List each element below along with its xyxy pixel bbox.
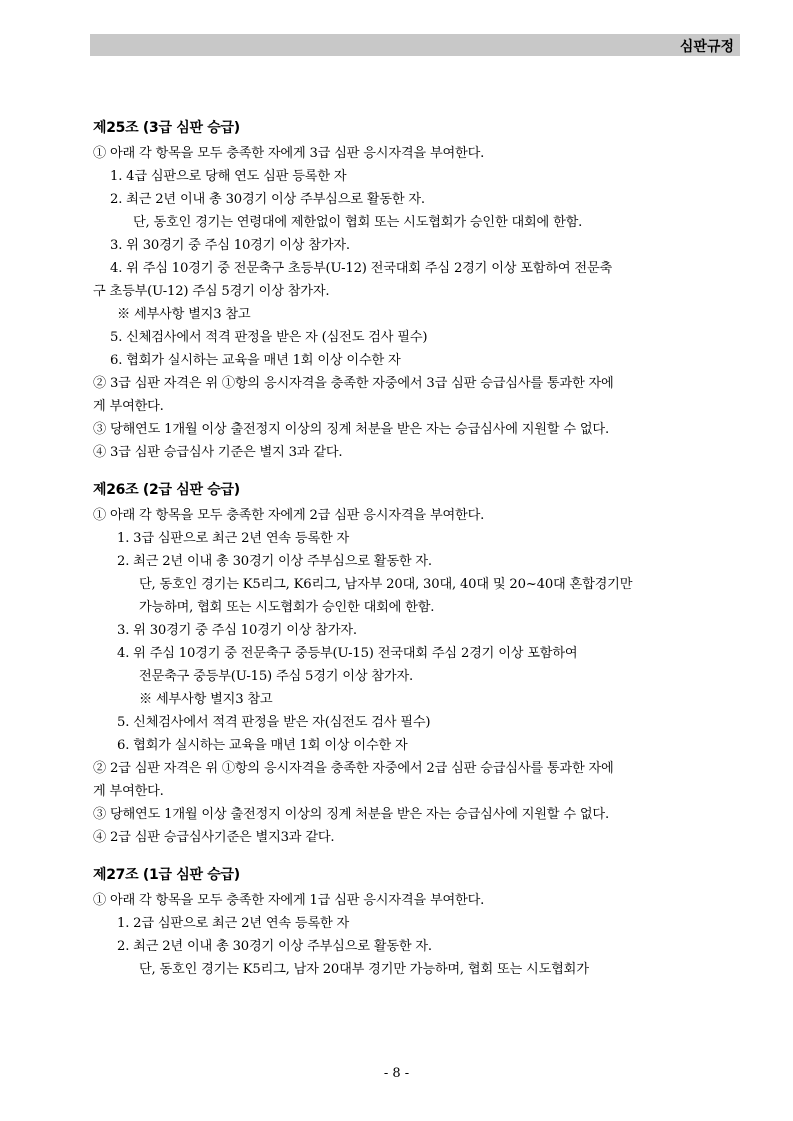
article-26 [93, 478, 743, 849]
list-item: 3. 위 30경기 중 주심 10경기 이상 참가자. [110, 238, 350, 253]
list-item: 4. 위 주심 10경기 중 전문축구 초등부(U-12) 전국대회 주심 2경기 이상 포함하여 전문축 [110, 261, 613, 276]
clause: ③ 당해연도 1개월 이상 출전정지 이상의 징계 처분을 받은 자는 승급심사에 지원할 수 없다. [93, 807, 609, 822]
clause: ① 아래 각 항목을 모두 충족한 자에게 3급 심판 응시자격을 부여한다. [93, 146, 485, 161]
reference-note: ※ 세부사항 별지3 참고 [139, 692, 273, 707]
list-item: 5. 신체검사에서 적격 판정을 받은 자(심전도 검사 필수) [117, 715, 431, 730]
reference-note: ※ 세부사항 별지3 참고 [117, 307, 251, 322]
clause: ① 아래 각 항목을 모두 충족한 자에게 1급 심판 응시자격을 부여한다. [93, 893, 485, 908]
list-item: 1. 2급 심판으로 최근 2년 연속 등록한 자 [117, 916, 350, 931]
list-item: 6. 협회가 실시하는 교육을 매년 1회 이상 이수한 자 [110, 353, 401, 368]
list-item: 6. 협회가 실시하는 교육을 매년 1회 이상 이수한 자 [117, 738, 408, 753]
list-item: 2. 최근 2년 이내 총 30경기 이상 주부심으로 활동한 자. [110, 192, 425, 207]
list-item: 3. 위 30경기 중 주심 10경기 이상 참가자. [117, 623, 357, 638]
list-item: 2. 최근 2년 이내 총 30경기 이상 주부심으로 활동한 자. [117, 554, 432, 569]
article-title: 제25조 (3급 심판 승급) [93, 120, 240, 136]
list-item-note: 단, 동호인 경기는 K5리그, 남자 20대부 경기만 가능하며, 협회 또는 시도협회가 [139, 962, 589, 977]
article-25 [93, 116, 743, 464]
clause-continuation: 게 부여한다. [93, 784, 164, 799]
list-item: 5. 신체검사에서 적격 판정을 받은 자 (심전도 검사 필수) [110, 330, 428, 345]
list-item-note: 가능하며, 협회 또는 시도협회가 승인한 대회에 한함. [139, 600, 435, 615]
article-title: 제26조 (2급 심판 승급) [93, 482, 240, 498]
clause: ② 2급 심판 자격은 위 ①항의 응시자격을 충족한 자중에서 2급 심판 승급심사를 통과한 자에 [93, 761, 614, 776]
list-item: 4. 위 주심 10경기 중 전문축구 중등부(U-15) 전국대회 주심 2경기 이상 포함하여 [117, 646, 578, 661]
header-title: 심판규정 [679, 39, 734, 55]
clause: ① 아래 각 항목을 모두 충족한 자에게 2급 심판 응시자격을 부여한다. [93, 508, 485, 523]
document-body [93, 116, 743, 995]
page-number: - 8 - [383, 1066, 410, 1081]
list-item: 1. 3급 심판으로 최근 2년 연속 등록한 자 [117, 531, 350, 546]
list-item: 1. 4급 심판으로 당해 연도 심판 등록한 자 [110, 169, 347, 184]
list-item-note: 단, 동호인 경기는 연령대에 제한없이 협회 또는 시도협회가 승인한 대회에 한함. [133, 215, 583, 230]
list-item-note: 단, 동호인 경기는 K5리그, K6리그, 남자부 20대, 30대, 40대 및 20~40대 혼합경기만 [139, 577, 633, 592]
clause-continuation: 게 부여한다. [93, 399, 164, 414]
article-27 [93, 863, 743, 981]
header-bar [90, 34, 740, 56]
list-item-continuation: 구 초등부(U-12) 주심 5경기 이상 참가자. [93, 284, 330, 299]
clause: ② 3급 심판 자격은 위 ①항의 응시자격을 충족한 자중에서 3급 심판 승급심사를 통과한 자에 [93, 376, 614, 391]
clause: ③ 당해연도 1개월 이상 출전정지 이상의 징계 처분을 받은 자는 승급심사에 지원할 수 없다. [93, 422, 609, 437]
clause: ④ 2급 심판 승급심사기준은 별지3과 같다. [93, 830, 335, 845]
list-item: 2. 최근 2년 이내 총 30경기 이상 주부심으로 활동한 자. [117, 939, 432, 954]
article-title: 제27조 (1급 심판 승급) [93, 867, 240, 883]
clause: ④ 3급 심판 승급심사 기준은 별지 3과 같다. [93, 445, 343, 460]
list-item-continuation: 전문축구 중등부(U-15) 주심 5경기 이상 참가자. [139, 669, 413, 684]
